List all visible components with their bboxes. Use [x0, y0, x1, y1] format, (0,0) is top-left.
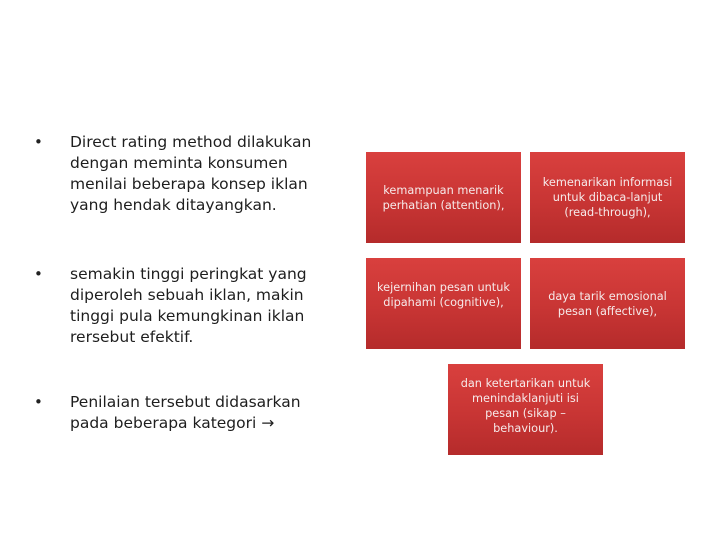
category-box-behaviour	[448, 364, 603, 455]
bullet-marker: •	[34, 265, 43, 283]
bullet-text: semakin tinggi peringkat yang diperoleh sebuah iklan, makin tinggi pula kemungkinan iklan rersebut efektif.	[70, 265, 307, 346]
category-label: dan ketertarikan untuk menindaklanjuti isi pesan (sikap – behaviour).	[460, 377, 591, 435]
category-box-read-through	[530, 152, 685, 243]
category-box-affective	[530, 258, 685, 349]
bullet-marker: •	[34, 393, 43, 411]
category-label: kejernihan pesan untuk dipahami (cognitive),	[377, 281, 510, 309]
bullet-text: Direct rating method dilakukan dengan meminta konsumen menilai beberapa konsep iklan yang hendak ditayangkan.	[70, 133, 312, 214]
bullet-marker: •	[34, 133, 43, 151]
category-box-attention	[366, 152, 521, 243]
category-box-cognitive	[366, 258, 521, 349]
category-label: kemampuan menarik perhatian (attention),	[382, 183, 505, 212]
bullet-item-penilaian	[34, 392, 334, 434]
category-label: kemenarikan informasi untuk dibaca-lanjut (read-through),	[542, 176, 673, 219]
bullet-item-peringkat	[34, 264, 334, 348]
bullet-item-direct-rating	[34, 132, 334, 216]
bullet-text: Penilaian tersebut didasarkan pada beberapa kategori →	[70, 393, 301, 432]
category-label: daya tarik emosional pesan (affective),	[548, 289, 667, 318]
